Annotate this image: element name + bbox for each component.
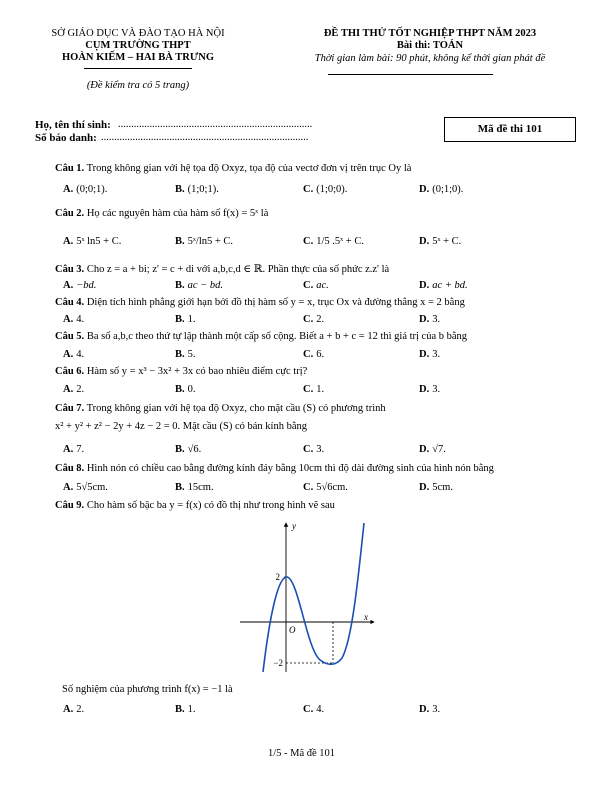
- option-label: B.: [175, 482, 185, 493]
- exam-subject: Bài thi: TOÁN: [396, 40, 464, 51]
- question-number: Câu 2.: [55, 208, 85, 219]
- q6-option-c[interactable]: [303, 384, 324, 395]
- option-label: C.: [303, 236, 314, 247]
- header-cluster: CỤM TRƯỜNG THPT: [85, 40, 191, 51]
- question-text: Trong không gian với hệ tọa độ Oxyz, tọa độ của vectơ đơn vị trên trục Oy là: [86, 163, 412, 174]
- y-tick-neg2: −2: [273, 658, 283, 668]
- header-ministry: SỞ GIÁO DỤC VÀ ĐÀO TẠO HÀ NỘI: [51, 28, 225, 39]
- option-text: 2.: [316, 314, 325, 325]
- option-label: A.: [63, 384, 74, 395]
- option-text: 0.: [187, 384, 196, 395]
- option-text: 3.: [432, 314, 441, 325]
- option-text: 5.: [187, 349, 196, 360]
- exam-time: Thời gian làm bài: 90 phút, không kể thời gian phát đề: [314, 53, 546, 64]
- question-text: Hình nón có chiều cao bằng đường kính đáy bằng 10cm thì độ dài đường sinh của hình nón bằng: [86, 463, 494, 474]
- option-text: ac − bd.: [187, 280, 224, 291]
- question-number: Câu 5.: [55, 331, 85, 342]
- q9-option-c[interactable]: [303, 704, 324, 715]
- q6-option-a[interactable]: [63, 384, 84, 395]
- option-text: (1;0;1).: [187, 184, 219, 195]
- option-text: √7.: [432, 444, 446, 455]
- option-label: A.: [63, 482, 74, 493]
- q7-option-a[interactable]: [63, 444, 84, 455]
- q3-option-d[interactable]: [419, 280, 468, 291]
- question-text: Hàm số y = x³ − 3x² + 3x có bao nhiêu điểm cực trị?: [86, 366, 308, 377]
- option-label: C.: [303, 482, 314, 493]
- exam-title: ĐỀ THI THỬ TỐT NGHIỆP THPT NĂM 2023: [323, 28, 537, 39]
- q2-option-a[interactable]: [63, 236, 121, 247]
- question-text: Cho hàm số bậc ba y = f(x) có đồ thị như trong hình vẽ sau: [86, 500, 335, 511]
- option-text: 4.: [76, 349, 85, 360]
- question-2: [55, 208, 268, 219]
- option-text: 5ˣ/ln5 + C.: [187, 236, 234, 247]
- question-3: [55, 263, 389, 275]
- candidate-name-field[interactable]: ..........................................................................: [118, 119, 313, 130]
- option-text: 1.: [187, 314, 196, 325]
- q9-option-d[interactable]: [419, 704, 440, 715]
- candidate-name-label: Họ, tên thí sinh:: [35, 119, 111, 131]
- option-text: 5√5cm.: [76, 482, 108, 493]
- q7-option-b[interactable]: [175, 444, 201, 455]
- q9-option-a[interactable]: [63, 704, 84, 715]
- q2-option-c[interactable]: [303, 236, 364, 247]
- question-text: Diện tích hình phẳng giới hạn bởi đồ thị hàm số y = x, trục Ox và đường thẳng x = 2 bằng: [86, 297, 465, 308]
- candidate-id-label: Số báo danh:: [35, 132, 97, 144]
- option-label: D.: [419, 349, 430, 360]
- origin-label: O: [289, 625, 296, 635]
- candidate-id-field[interactable]: ...............................................................................: [101, 132, 309, 143]
- question-4: [55, 297, 465, 308]
- option-text: 7.: [76, 444, 85, 455]
- q7-option-d[interactable]: [419, 444, 446, 455]
- q9-option-b[interactable]: [175, 704, 196, 715]
- option-label: D.: [419, 314, 430, 325]
- option-text: 15cm.: [187, 482, 214, 493]
- option-label: D.: [419, 704, 430, 715]
- q5-option-b[interactable]: [175, 349, 196, 360]
- q2-option-b[interactable]: [175, 236, 233, 247]
- option-label: B.: [175, 314, 185, 325]
- option-text: 5√6cm.: [316, 482, 348, 493]
- option-label: A.: [63, 444, 74, 455]
- option-text: ac.: [316, 280, 329, 291]
- option-text: ac + bd.: [432, 280, 468, 291]
- option-text: 5ˣ ln5 + C.: [76, 236, 122, 247]
- y-tick-2: 2: [275, 572, 280, 582]
- option-text: (1;0;0).: [316, 184, 348, 195]
- option-label: D.: [419, 236, 430, 247]
- q3-option-a[interactable]: [63, 280, 96, 291]
- option-text: (0;1;0).: [432, 184, 464, 195]
- option-text: 3.: [432, 349, 441, 360]
- question-text: Cho z = a + bi; z' = c + di với a,b,c,d ∈ ℝ. Phần thực của số phức z.z' là: [86, 264, 390, 275]
- question-6: [55, 366, 307, 377]
- q8-option-a[interactable]: [63, 482, 108, 493]
- option-text: 3.: [432, 384, 441, 395]
- question-number: Câu 1.: [55, 163, 85, 174]
- option-text: (0;0;1).: [76, 184, 108, 195]
- question-number: Câu 3.: [55, 264, 85, 275]
- q4-option-b[interactable]: [175, 314, 196, 325]
- option-label: C.: [303, 184, 314, 195]
- q7-option-c[interactable]: [303, 444, 324, 455]
- q1-option-c[interactable]: [303, 184, 347, 195]
- question-text: Ba số a,b,c theo thứ tự lập thành một cấp số cộng. Biết a + b + c = 12 thì giá trị của b bằng: [86, 331, 468, 342]
- q4-option-d[interactable]: [419, 314, 440, 325]
- option-label: C.: [303, 349, 314, 360]
- q2-option-d[interactable]: [419, 236, 461, 247]
- option-text: 2.: [76, 384, 85, 395]
- option-text: 1/5 .5ˣ + C.: [316, 236, 364, 247]
- question-8: [55, 463, 494, 474]
- option-text: 4.: [316, 704, 325, 715]
- q8-option-d[interactable]: [419, 482, 453, 493]
- option-label: C.: [303, 704, 314, 715]
- option-text: 3.: [316, 444, 325, 455]
- q5-option-a[interactable]: [63, 349, 84, 360]
- question-text: Họ các nguyên hàm của hàm số f(x) = 5ˣ là: [86, 208, 269, 219]
- option-label: D.: [419, 444, 430, 455]
- function-curve: [263, 523, 364, 672]
- option-label: A.: [63, 184, 74, 195]
- option-text: 5cm.: [432, 482, 453, 493]
- question-7-continued: x² + y² + z² − 2y + 4z − 2 = 0. Mặt cầu (S) có bán kính bằng: [55, 421, 308, 432]
- q4-option-a[interactable]: [63, 314, 84, 325]
- q5-option-d[interactable]: [419, 349, 440, 360]
- option-text: 6.: [316, 349, 325, 360]
- option-label: B.: [175, 384, 185, 395]
- option-label: B.: [175, 236, 185, 247]
- option-label: A.: [63, 349, 74, 360]
- option-label: B.: [175, 184, 185, 195]
- question-1: [55, 163, 411, 174]
- option-label: D.: [419, 184, 430, 195]
- header-schools: HOÀN KIẾM – HAI BÀ TRƯNG: [62, 52, 214, 63]
- option-label: D.: [419, 482, 430, 493]
- option-label: A.: [63, 704, 74, 715]
- q1-option-a[interactable]: [63, 184, 107, 195]
- header-right-rule: [328, 74, 493, 75]
- option-text: 5ˣ + C.: [432, 236, 462, 247]
- header-left-rule: [84, 68, 192, 69]
- option-label: B.: [175, 349, 185, 360]
- q6-option-b[interactable]: [175, 384, 196, 395]
- option-label: C.: [303, 444, 314, 455]
- option-label: A.: [63, 280, 74, 291]
- option-text: 2.: [76, 704, 85, 715]
- question-9-continued: Số nghiệm của phương trình f(x) = −1 là: [62, 684, 233, 695]
- exam-code-box: Mã đề thi 101: [444, 117, 576, 142]
- question-7: [55, 403, 386, 414]
- question-number: Câu 4.: [55, 297, 85, 308]
- question-number: Câu 9.: [55, 500, 85, 511]
- option-label: C.: [303, 384, 314, 395]
- option-text: 4.: [76, 314, 85, 325]
- option-text: 1.: [187, 704, 196, 715]
- option-label: C.: [303, 314, 314, 325]
- q6-option-d[interactable]: [419, 384, 440, 395]
- question-5: [55, 331, 467, 342]
- option-label: B.: [175, 704, 185, 715]
- question-number: Câu 8.: [55, 463, 85, 474]
- q1-option-b[interactable]: [175, 184, 219, 195]
- option-text: −bd.: [76, 280, 97, 291]
- option-label: B.: [175, 280, 185, 291]
- option-label: A.: [63, 314, 74, 325]
- question-number: Câu 7.: [55, 403, 85, 414]
- q3-option-c[interactable]: [303, 280, 329, 291]
- option-label: D.: [419, 280, 430, 291]
- question-number: Câu 6.: [55, 366, 85, 377]
- q3-option-b[interactable]: [175, 280, 223, 291]
- q5-option-c[interactable]: [303, 349, 324, 360]
- question-9: [55, 500, 335, 511]
- question-text: Trong không gian với hệ tọa độ Oxyz, cho mặt cầu (S) có phương trình: [86, 403, 386, 414]
- q4-option-c[interactable]: [303, 314, 324, 325]
- header-page-note: (Đề kiểm tra có 5 trang): [86, 80, 190, 91]
- option-label: D.: [419, 384, 430, 395]
- option-text: 3.: [432, 704, 441, 715]
- option-text: √6.: [187, 444, 202, 455]
- axis-label-y: y: [292, 521, 296, 531]
- option-label: B.: [175, 444, 185, 455]
- axis-label-x: x: [364, 612, 368, 622]
- option-label: A.: [63, 236, 74, 247]
- page-footer: 1/5 - Mã đề 101: [267, 748, 336, 759]
- q1-option-d[interactable]: [419, 184, 463, 195]
- q8-option-b[interactable]: [175, 482, 214, 493]
- q8-option-c[interactable]: [303, 482, 348, 493]
- option-text: 1.: [316, 384, 325, 395]
- option-label: C.: [303, 280, 314, 291]
